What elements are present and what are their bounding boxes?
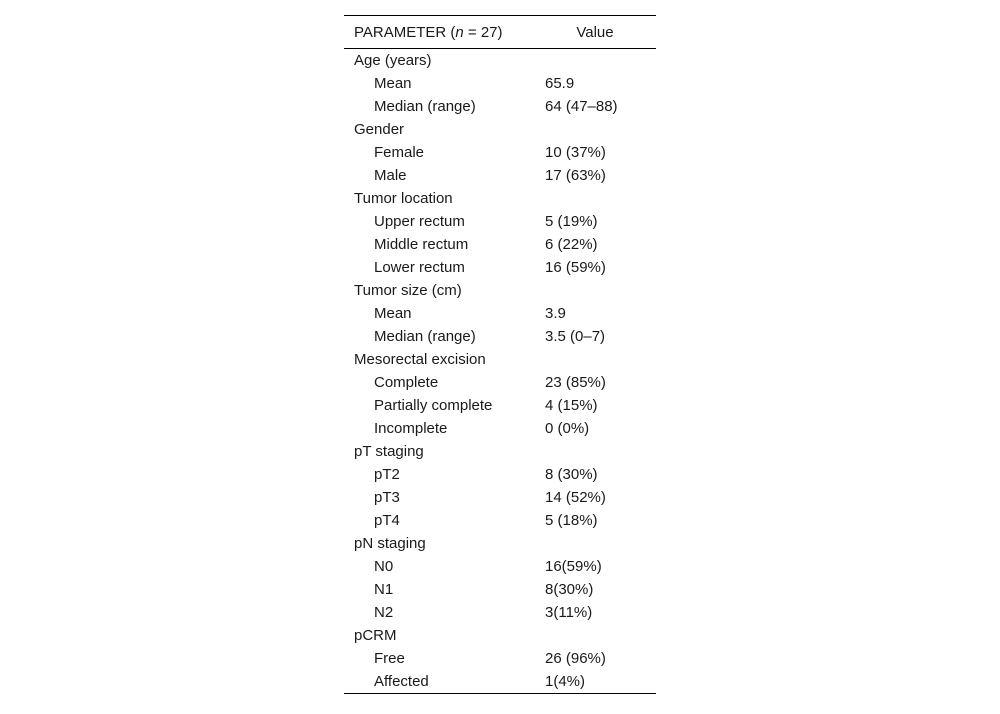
table-row bbox=[344, 486, 656, 509]
row-value: 3.5 (0–7) bbox=[545, 328, 606, 345]
category-row bbox=[344, 348, 656, 371]
row-label: Free bbox=[374, 650, 405, 667]
row-value bbox=[534, 532, 656, 555]
row-value: 4 (15%) bbox=[545, 397, 598, 414]
row-value: 16(59%) bbox=[545, 558, 602, 575]
row-label: Median (range) bbox=[374, 328, 476, 345]
table-row bbox=[344, 417, 656, 440]
table-row bbox=[344, 210, 656, 233]
row-value: 64 (47–88) bbox=[545, 98, 618, 115]
table-row bbox=[344, 256, 656, 279]
row-label: N1 bbox=[374, 581, 394, 598]
row-label: Complete bbox=[374, 374, 439, 391]
row-value: 3.9 bbox=[545, 305, 566, 322]
category-row bbox=[344, 187, 656, 210]
table-row bbox=[344, 394, 656, 417]
table-row bbox=[344, 647, 656, 670]
header-row bbox=[344, 16, 656, 49]
row-label: N2 bbox=[374, 604, 394, 621]
row-label: Male bbox=[374, 167, 407, 184]
category-label: pCRM bbox=[354, 627, 397, 644]
table-row bbox=[344, 72, 656, 95]
row-value bbox=[534, 118, 656, 141]
table-row bbox=[344, 302, 656, 325]
row-value bbox=[534, 187, 656, 210]
header-parameter bbox=[344, 16, 534, 49]
row-label: pT2 bbox=[374, 466, 400, 483]
row-label: N0 bbox=[374, 558, 394, 575]
row-value: 10 (37%) bbox=[545, 144, 606, 161]
row-value: 23 (85%) bbox=[545, 374, 606, 391]
category-row bbox=[344, 279, 656, 302]
category-label: Mesorectal excision bbox=[354, 351, 486, 368]
table-row bbox=[344, 371, 656, 394]
row-label: Upper rectum bbox=[374, 213, 465, 230]
row-value: 16 (59%) bbox=[545, 259, 606, 276]
row-label: Incomplete bbox=[374, 420, 448, 437]
patient-characteristics-table bbox=[344, 15, 656, 694]
row-value: 5 (19%) bbox=[545, 213, 598, 230]
table-row bbox=[344, 670, 656, 694]
table-row bbox=[344, 325, 656, 348]
table-body bbox=[344, 49, 656, 694]
row-value bbox=[534, 348, 656, 371]
row-label: Mean bbox=[374, 305, 412, 322]
category-label: Age (years) bbox=[354, 52, 432, 69]
row-label: Lower rectum bbox=[374, 259, 465, 276]
table-row bbox=[344, 601, 656, 624]
header-parameter-suffix: = 27) bbox=[463, 23, 503, 41]
category-row bbox=[344, 624, 656, 647]
row-value bbox=[534, 624, 656, 647]
row-value: 8 (30%) bbox=[545, 466, 598, 483]
table-header bbox=[344, 16, 656, 49]
patient-characteristics-table-container bbox=[344, 15, 656, 694]
table-row bbox=[344, 555, 656, 578]
row-value: 1(4%) bbox=[545, 673, 586, 690]
row-label: Partially complete bbox=[374, 397, 493, 414]
row-value: 14 (52%) bbox=[545, 489, 606, 506]
category-label: Tumor size (cm) bbox=[354, 282, 462, 299]
row-value: 26 (96%) bbox=[545, 650, 606, 667]
category-row bbox=[344, 49, 656, 73]
table-row bbox=[344, 578, 656, 601]
row-value: 3(11%) bbox=[545, 604, 593, 621]
row-value bbox=[534, 440, 656, 463]
header-value: Value bbox=[576, 23, 614, 41]
table-row bbox=[344, 164, 656, 187]
table-row bbox=[344, 509, 656, 532]
header-parameter-prefix: PARAMETER ( bbox=[354, 23, 456, 41]
row-label: Median (range) bbox=[374, 98, 476, 115]
row-value: 6 (22%) bbox=[545, 236, 598, 253]
row-label: Female bbox=[374, 144, 425, 161]
row-label: Mean bbox=[374, 75, 412, 92]
row-value: 65.9 bbox=[545, 75, 575, 92]
row-value bbox=[534, 49, 656, 73]
row-value: 17 (63%) bbox=[545, 167, 606, 184]
category-row bbox=[344, 532, 656, 555]
row-value: 8(30%) bbox=[545, 581, 594, 598]
table-row bbox=[344, 463, 656, 486]
row-label: pT4 bbox=[374, 512, 400, 529]
category-label: pN staging bbox=[354, 535, 426, 552]
table-row bbox=[344, 95, 656, 118]
row-label: Middle rectum bbox=[374, 236, 469, 253]
header-parameter-n: n bbox=[455, 23, 464, 41]
table-row bbox=[344, 233, 656, 256]
category-row bbox=[344, 440, 656, 463]
row-label: pT3 bbox=[374, 489, 400, 506]
category-label: Gender bbox=[354, 121, 405, 138]
row-label: Affected bbox=[374, 673, 429, 690]
table-row bbox=[344, 141, 656, 164]
row-value bbox=[534, 279, 656, 302]
row-value: 0 (0%) bbox=[545, 420, 590, 437]
category-label: Tumor location bbox=[354, 190, 453, 207]
row-value: 5 (18%) bbox=[545, 512, 598, 529]
category-row bbox=[344, 118, 656, 141]
category-label: pT staging bbox=[354, 443, 424, 460]
